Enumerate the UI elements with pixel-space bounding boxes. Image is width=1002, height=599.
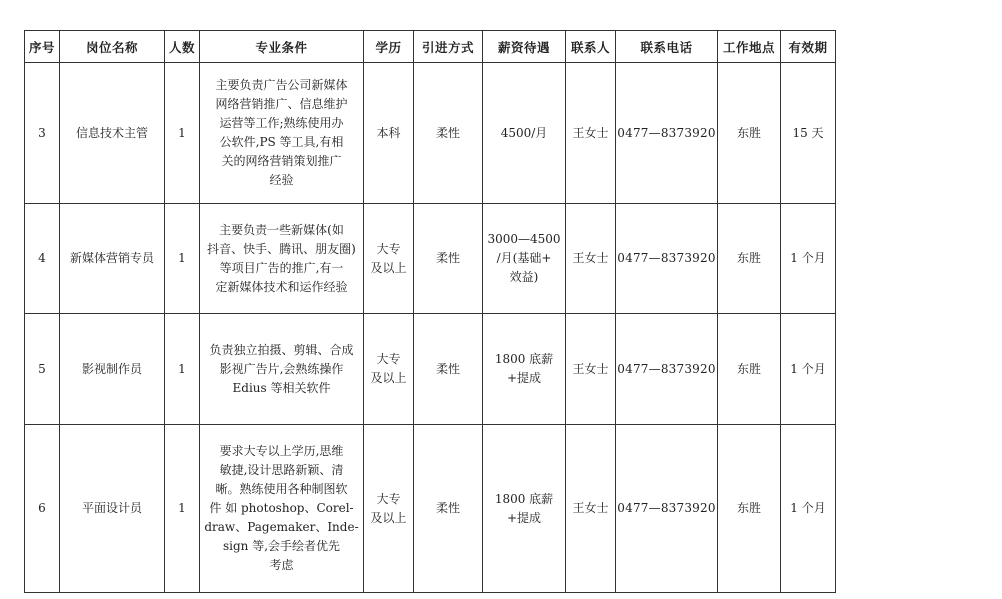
cell-validity: 15 天 xyxy=(781,63,836,204)
cell-seq: 4 xyxy=(25,204,60,314)
header-education: 学历 xyxy=(364,31,414,63)
cell-requirements xyxy=(200,204,364,314)
cell-position: 平面设计员 xyxy=(60,425,165,593)
cell-salary xyxy=(483,63,566,204)
cell-validity: 1 个月 xyxy=(781,425,836,593)
cell-requirements xyxy=(200,314,364,425)
cell-method: 柔性 xyxy=(414,314,483,425)
table-row xyxy=(25,425,836,593)
requirements-text: 负责独立拍摄、剪辑、合成 影视广告片,会熟练操作 Edius 等相关软件 xyxy=(209,342,354,395)
cell-location: 东胜 xyxy=(718,63,781,204)
requirements-text: 主要负责一些新媒体(如 抖音、快手、腾讯、朋友圈) 等项目广告的推广,有一 定新媒体技术和运作经验 xyxy=(207,222,356,294)
cell-phone: 0477—8373920 xyxy=(616,63,718,204)
cell-seq: 6 xyxy=(25,425,60,593)
cell-location: 东胜 xyxy=(718,204,781,314)
cell-phone: 0477—8373920 xyxy=(616,204,718,314)
header-method: 引进方式 xyxy=(414,31,483,63)
cell-contact: 王女士 xyxy=(566,425,616,593)
header-seq: 序号 xyxy=(25,31,60,63)
education-text: 大专 及以上 xyxy=(370,241,407,275)
cell-salary xyxy=(483,204,566,314)
job-listing-table xyxy=(24,30,836,593)
header-phone: 联系电话 xyxy=(616,31,718,63)
cell-method: 柔性 xyxy=(414,204,483,314)
header-position: 岗位名称 xyxy=(60,31,165,63)
header-validity: 有效期 xyxy=(781,31,836,63)
cell-salary xyxy=(483,425,566,593)
salary-text: 3000—4500 /月(基础+ 效益) xyxy=(487,232,561,284)
education-text: 本科 xyxy=(376,125,401,140)
cell-count: 1 xyxy=(165,425,200,593)
header-requirements: 专业条件 xyxy=(200,31,364,63)
cell-contact: 王女士 xyxy=(566,204,616,314)
header-location: 工作地点 xyxy=(718,31,781,63)
cell-requirements xyxy=(200,425,364,593)
table-row xyxy=(25,314,836,425)
cell-location: 东胜 xyxy=(718,314,781,425)
cell-validity: 1 个月 xyxy=(781,204,836,314)
education-text: 大专 及以上 xyxy=(370,491,407,525)
cell-count: 1 xyxy=(165,63,200,204)
cell-method: 柔性 xyxy=(414,425,483,593)
cell-requirements xyxy=(200,63,364,204)
cell-seq: 3 xyxy=(25,63,60,204)
header-row xyxy=(25,31,836,63)
cell-count: 1 xyxy=(165,204,200,314)
cell-education xyxy=(364,204,414,314)
cell-contact: 王女士 xyxy=(566,63,616,204)
cell-location: 东胜 xyxy=(718,425,781,593)
cell-education xyxy=(364,314,414,425)
cell-salary xyxy=(483,314,566,425)
cell-validity: 1 个月 xyxy=(781,314,836,425)
cell-education xyxy=(364,425,414,593)
cell-position: 影视制作员 xyxy=(60,314,165,425)
salary-text: 4500/月 xyxy=(500,125,548,140)
cell-contact: 王女士 xyxy=(566,314,616,425)
header-salary: 薪资待遇 xyxy=(483,31,566,63)
cell-position: 新媒体营销专员 xyxy=(60,204,165,314)
education-text: 大专 及以上 xyxy=(370,352,407,385)
cell-seq: 5 xyxy=(25,314,60,425)
cell-phone: 0477—8373920 xyxy=(616,314,718,425)
cell-position: 信息技术主管 xyxy=(60,63,165,204)
salary-text: 1800 底薪 +提成 xyxy=(494,491,554,525)
salary-text: 1800 底薪 +提成 xyxy=(494,352,554,385)
cell-count: 1 xyxy=(165,314,200,425)
table-row xyxy=(25,63,836,204)
requirements-text: 主要负责广告公司新媒体 网络营销推广、信息维护 运营等工作;熟练使用办 公软件,PS 等工具,有相 关的网络营销策划推广 经验 xyxy=(215,78,348,187)
cell-education xyxy=(364,63,414,204)
header-contact: 联系人 xyxy=(566,31,616,63)
table-row xyxy=(25,204,836,314)
cell-method: 柔性 xyxy=(414,63,483,204)
cell-phone: 0477—8373920 xyxy=(616,425,718,593)
requirements-text: 要求大专以上学历,思维 敏捷,设计思路新颖、清 晰。熟练使用各种制图软 件 如 photoshop、Corel- draw、Pagemaker、Inde- sign 等,会手绘者优先 考虑 xyxy=(204,444,359,572)
header-count: 人数 xyxy=(165,31,200,63)
